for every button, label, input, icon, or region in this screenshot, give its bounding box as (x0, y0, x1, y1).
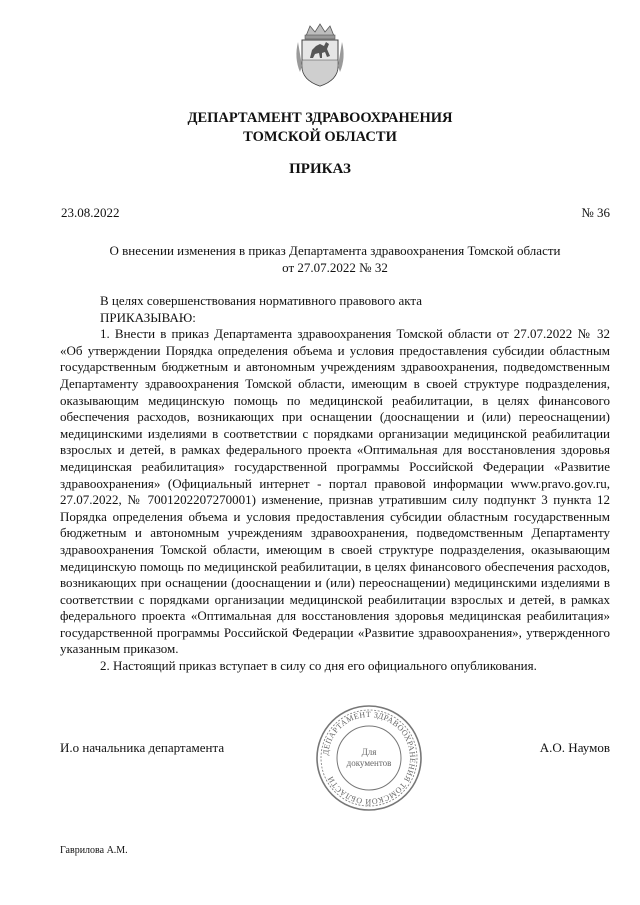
stamp-center-line2: документов (346, 758, 392, 768)
coat-of-arms-icon (292, 22, 348, 90)
department-stamp (314, 703, 424, 813)
order-item-2: 2. Настоящий приказ вступает в силу со дня его официального опубликования. (100, 658, 537, 674)
order-subject (60, 242, 610, 276)
order-word: ПРИКАЗЫВАЮ: (100, 309, 196, 325)
signer-title: И.о начальника департамента (60, 740, 225, 755)
subject-line1: О внесении изменения в приказ Департамента здравоохранения Томской области (109, 243, 561, 258)
department-name-line2: ТОМСКОЙ ОБЛАСТИ (243, 129, 397, 145)
order-item-1: 1. Внести в приказ Департамента здравоохранения Томской области от 27.07.2022 № 32 «Об утверждении Порядка определения объема и условия предоставления субсидии областным государственным бюджетным и автономным учреждениям здравоохранения, подведомственным Департаменту здравоохранения Томской области, имеющим в своей структуре подразделения, оказывающим медицинскую помощь по медицинской реабилитации, в целях финансового обеспечения расходов, возникающих при оснащении (дооснащении и (или) переоснащении) медицинскими изделиями в соответствии с порядками организации медицинской реабилитации взрослых и детей, в рамках федерального проекта «Оптимальная для восстановления здоровья медицинская реабилитация» государственной программы Российской Федерации «Развитие здравоохранения» (Официальный интернет - портал правовой информации www.pravo.gov.ru, 27.07.2022, № 7001202207270001) изменение, признав утратившим силу подпункт 3 пункта 12 Порядка определения объема и условия предоставления субсидии областным государственным бюджетным и автономным учреждениям здравоохранения, подведомственным Департаменту здравоохранения Томской области, имеющим в своей структуре подразделения, оказывающим медицинскую помощь по медицинской реабилитации, в целях финансового обеспечения расходов, возникающих при оснащении (дооснащении и (или) переоснащении) медицинскими изделиями в соответствии с порядками организации медицинской реабилитации взрослых и детей, в рамках федерального проекта «Оптимальная для восстановления здоровья медицинская реабилитация» государственной программы Российской Федерации «Развитие здравоохранения», утвержденного указанным приказом. (60, 326, 610, 657)
order-body (60, 293, 610, 675)
order-number: № 36 (581, 205, 610, 220)
order-date: 23.08.2022 (61, 205, 120, 220)
executor-name: Гаврилова А.М. (60, 845, 128, 856)
department-name-line1: ДЕПАРТАМЕНТ ЗДРАВООХРАНЕНИЯ (187, 110, 453, 126)
signer-name: А.О. Наумов (539, 740, 610, 755)
stamp-ring-text: ДЕПАРТАМЕНТ ЗДРАВООХРАНЕНИЯ ТОМСКОЙ ОБЛАСТИ (321, 709, 418, 807)
stamp-center-line1: Для (361, 747, 377, 757)
subject-line2: от 27.07.2022 № 32 (282, 260, 388, 275)
document-type: ПРИКАЗ (289, 161, 351, 177)
preamble: В целях совершенствования нормативного правового акта (100, 293, 423, 308)
